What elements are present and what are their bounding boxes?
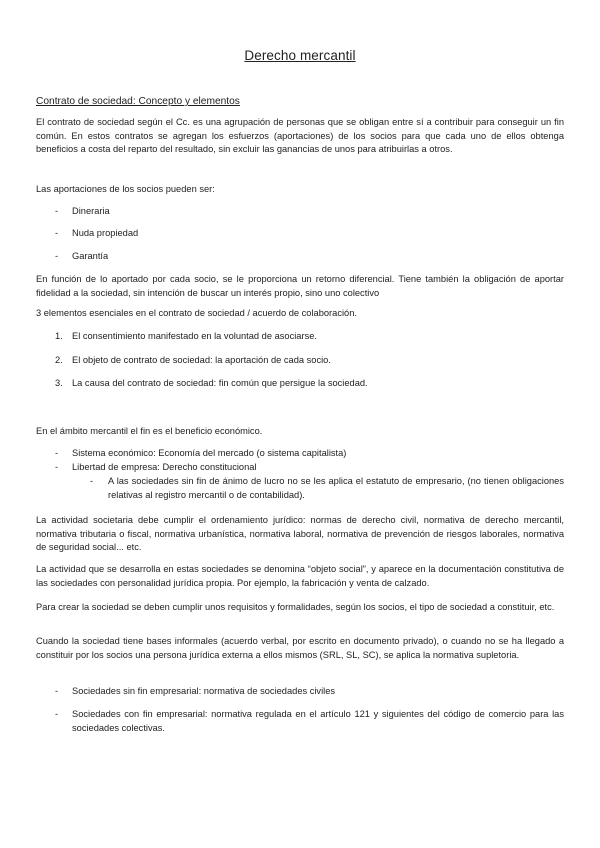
sub-item: A las sociedades sin fin de ánimo de lucro no se les aplica el estatuto de empresario, (no tienen obligaciones relativas al registro mercantil o de contabilidad). (108, 476, 564, 500)
aportacion-item: Garantía (72, 251, 109, 261)
list-dash: - (55, 206, 59, 216)
page-title: Derecho mercantil (244, 48, 356, 63)
requisitos-paragraph: Para crear la sociedad se deben cumplir unos requisitos y formalidades, según los socios, el tipo de sociedad a constituir, etc. (36, 602, 555, 612)
sociedades-item: Sociedades sin fin empresarial: normativa de sociedades civiles (72, 686, 336, 696)
elemento-number: 1. (55, 331, 63, 341)
list-dash: - (55, 462, 59, 472)
elemento-number: 3. (55, 378, 63, 388)
sistema-item: Libertad de empresa: Derecho constitucional (72, 462, 257, 472)
sociedades-item: Sociedades con fin empresarial: normativa regulada en el artículo 121 y siguientes del código de comercio para las sociedades colectivas. (72, 709, 564, 733)
bases-informales-paragraph: Cuando la sociedad tiene bases informales (acuerdo verbal, por escrito en documento privado), o cuando no se ha llegado a constituir por los socios una persona jurídica externa a ellos mismos (SRL, SL, SC), se aplica la normativa supletoria. (36, 636, 564, 660)
aportacion-item: Dineraria (72, 206, 110, 216)
list-dash: - (55, 709, 59, 719)
fin-mercantil: En el ámbito mercantil el fin es el beneficio económico. (36, 426, 263, 436)
objeto-social-paragraph: La actividad que se desarrolla en estas sociedades se denomina “objeto social”, y aparece en la documentación constitutiva de las sociedades con personalidad jurídica propia. Por ejemplo, la fabricación y venta de calzado. (36, 564, 564, 588)
list-dash: - (55, 448, 59, 458)
intro-paragraph: El contrato de sociedad según el Cc. es una agrupación de personas que se obligan entre sí a contribuir para conseguir un fin común. En estos contratos se agregan los esfuerzos (aportaciones) de los socios para que cada uno de ellos obtenga beneficios a costa del reparto del resultado, sin excluir las ganancias de unos para atribuirlas a otros. (36, 117, 564, 155)
elemento-item: La causa del contrato de sociedad: fin común que persigue la sociedad. (72, 378, 368, 388)
elemento-item: El consentimiento manifestado en la voluntad de asociarse. (72, 331, 317, 341)
sistema-item: Sistema económico: Economía del mercado (o sistema capitalista) (72, 448, 347, 458)
list-dash: - (55, 251, 59, 261)
elementos-intro: 3 elementos esenciales en el contrato de sociedad / acuerdo de colaboración. (36, 308, 357, 318)
list-dash: - (90, 476, 94, 486)
list-dash: - (55, 686, 59, 696)
elemento-item: El objeto de contrato de sociedad: la aportación de cada socio. (72, 355, 331, 365)
aportacion-item: Nuda propiedad (72, 228, 139, 238)
ordenamiento-paragraph: La actividad societaria debe cumplir el ordenamiento jurídico: normas de derecho civil, normativa de derecho mercantil, normativa tributaria o fiscal, normativa urbanística, normativa laboral, normativa de prevención de riesgos laborales, normativa de seguridad social... etc. (36, 515, 564, 553)
section-heading: Contrato de sociedad: Concepto y elementos (36, 96, 240, 107)
retorno-paragraph: En función de lo aportado por cada socio, se le proporciona un retorno diferencial. Tiene también la obligación de aportar fidelidad a la sociedad, sin intención de buscar un interés propio, sino uno colectivo (36, 274, 564, 298)
elemento-number: 2. (55, 355, 63, 365)
aportaciones-intro: Las aportaciones de los socios pueden ser: (36, 184, 215, 194)
list-dash: - (55, 228, 59, 238)
